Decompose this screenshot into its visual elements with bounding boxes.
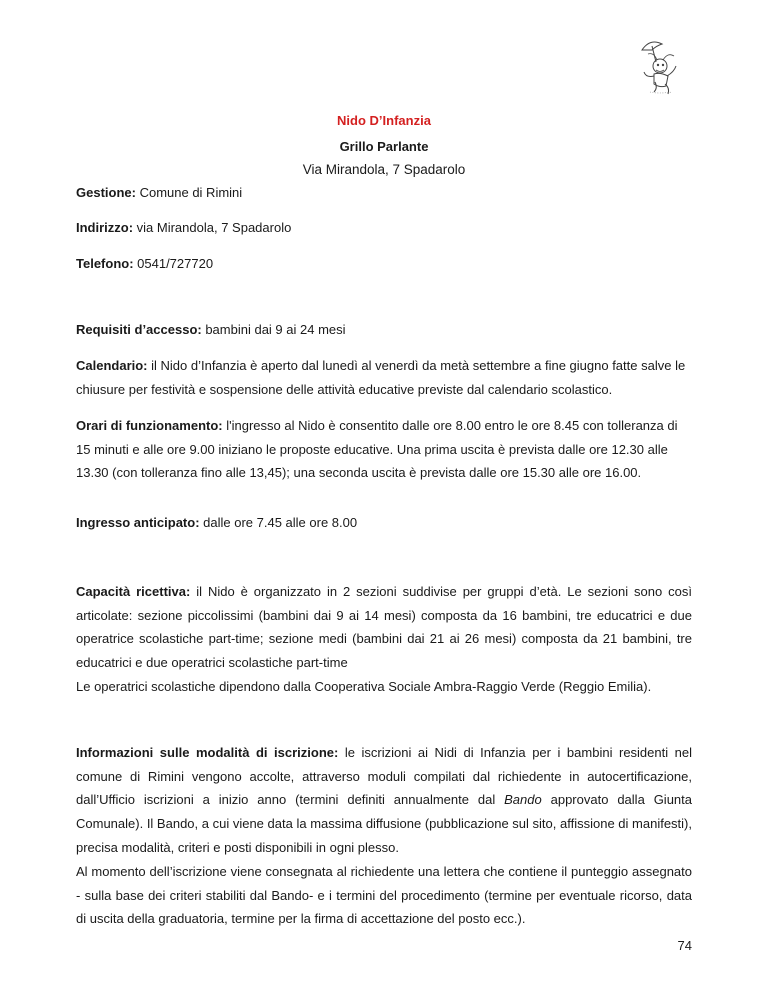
requisiti-text: bambini dai 9 ai 24 mesi bbox=[201, 322, 346, 337]
telefono-value: 0541/727720 bbox=[133, 256, 214, 271]
school-address: Via Mirandola, 7 Spadarolo bbox=[302, 162, 466, 177]
capacita-text-2: Le operatrici scolastiche dipendono dalla Cooperativa Sociale Ambra-Raggio Verde (Reggio Emilia). bbox=[76, 679, 652, 694]
cricket-umbrella-logo-icon bbox=[628, 36, 690, 98]
capacita-paragraph-2 bbox=[76, 675, 692, 699]
requisiti-label: Requisiti d’accesso: bbox=[76, 322, 202, 337]
orari-text: l'ingresso al Nido è consentito dalle ore 8.00 entro le ore 8.45 con tolleranza di 15 minuti e alle ore 9.00 iniziano le proposte educative. Una prima uscita è prevista dalle ore 12.30 alle 13.30 (con tolleranza fino alle 13,45); una seconda uscita è prevista dalle ore 15.30 alle ore 16.00. bbox=[76, 418, 678, 481]
iscrizione-label: Informazioni sulle modalità di iscrizione: bbox=[76, 745, 339, 760]
iscrizione-text-b: approvato dalla Giunta Comunale). Il Bando, a cui viene data la massima diffusione (pubblicazione sul sito, affissione di manifesti), precisa modalità, criteri e posti disponibili in ogni plesso. bbox=[76, 792, 692, 855]
iscrizione-paragraph bbox=[76, 741, 692, 860]
capacita-text: il Nido è organizzato in 2 sezioni suddivise per gruppi d’età. Le sezioni sono così articolate: sezione piccolissimi (bambini dai 9 ai 14 mesi) composta da 16 bambini, tre educatrici e due operatrice scolastiche part-time; sezione medi (bambini dai 21 ai 26 mesi) composta da 21 bambini, tre educatrici e due operatrici scolastiche part-time bbox=[76, 584, 693, 671]
school-name: Grillo Parlante bbox=[339, 139, 429, 154]
telefono-line bbox=[76, 252, 692, 276]
iscrizione-text-a: le iscrizioni ai Nidi di Infanzia per i bambini residenti nel comune di Rimini vengono accolte, attraverso moduli compilati dal richiedente in autocertificazione, dall’Ufficio iscrizioni a inizio anno (termini definiti annualmente dal bbox=[76, 745, 693, 808]
indirizzo-value: via Mirandola, 7 Spadarolo bbox=[133, 220, 292, 235]
indirizzo-line bbox=[76, 216, 692, 240]
gestione-label: Gestione: bbox=[76, 185, 136, 200]
capacita-label: Capacità ricettiva: bbox=[76, 584, 191, 599]
indirizzo-label: Indirizzo: bbox=[76, 220, 134, 235]
ingresso-text: dalle ore 7.45 alle ore 8.00 bbox=[199, 515, 358, 530]
orari-paragraph bbox=[76, 414, 692, 485]
iscrizione-text-2: Al momento dell’iscrizione viene consegnata al richiedente una lettera che contiene il punteggio assegnato - sulla base dei criteri stabiliti dal Bando- e i termini del procedimento (termine per eventuale ricorso, data di uscita della graduatoria, termine per la firma di accettazione del posto ecc.). bbox=[76, 864, 692, 927]
telefono-label: Telefono: bbox=[76, 256, 134, 271]
iscrizione-italic: Bando bbox=[504, 792, 542, 808]
requisiti-paragraph bbox=[76, 318, 692, 342]
page-title: Nido D’Infanzia bbox=[337, 113, 431, 128]
calendario-label: Calendario: bbox=[76, 358, 148, 373]
ingresso-paragraph bbox=[76, 511, 692, 535]
ingresso-label: Ingresso anticipato: bbox=[76, 515, 200, 530]
iscrizione-paragraph-2 bbox=[76, 860, 692, 931]
calendario-text: il Nido d’Infanzia è aperto dal lunedì al venerdì da metà settembre a fine giugno fatte salve le chiusure per festività e sospensione delle attività educative previste dal calendario scolastico. bbox=[76, 358, 686, 397]
gestione-value: Comune di Rimini bbox=[135, 185, 243, 200]
calendario-paragraph bbox=[76, 354, 692, 401]
page-number: 74 bbox=[677, 938, 692, 953]
capacita-paragraph bbox=[76, 580, 692, 675]
gestione-line bbox=[76, 181, 692, 205]
orari-label: Orari di funzionamento: bbox=[76, 418, 223, 433]
